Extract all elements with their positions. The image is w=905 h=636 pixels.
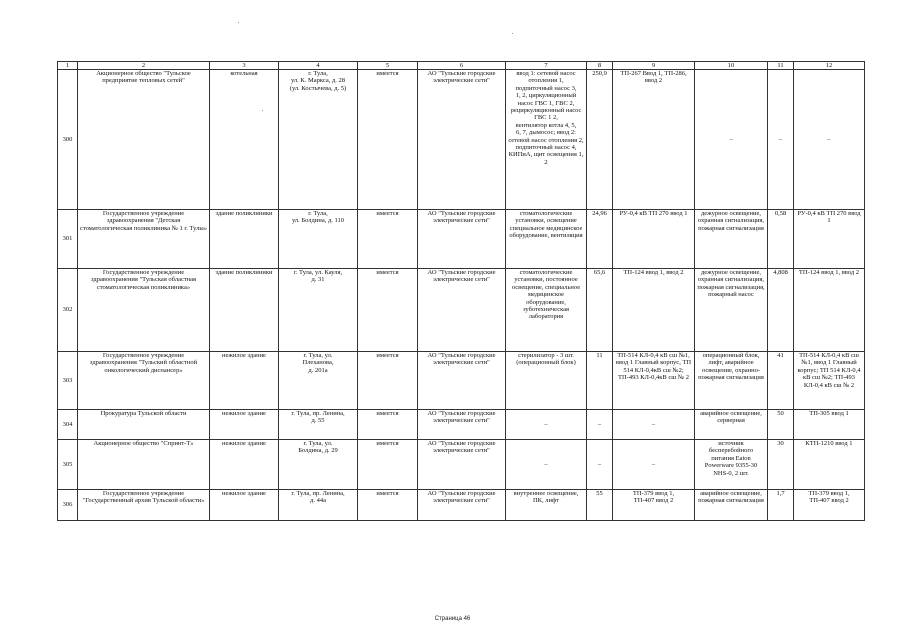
supply-point: ТП-514 КЛ-0,4 кВ сш №1, ввод 1 Главный корпус, ТП 514 КЛ-0,4кВ сш №2; ТП-493 КЛ-0,4кВ сш № 2 [613, 352, 695, 410]
backup-power: – [768, 70, 794, 210]
backup-power: 0,58 [768, 210, 794, 269]
table-row [58, 210, 865, 269]
power-value: 55 [587, 490, 613, 521]
backup-consumers: дежурное освещение, охранная сигнализация, пожарная сигнализация [695, 210, 768, 269]
column-number: 5 [358, 62, 418, 70]
backup-power: 4,808 [768, 269, 794, 352]
row-number: 305 [58, 440, 78, 490]
scan-speck [238, 22, 239, 23]
row-number: 304 [58, 410, 78, 440]
organization-name: Акционерное общество "Тульское предприятие тепловых сетей" [78, 70, 210, 210]
power-value: – [587, 410, 613, 440]
availability: имеется [358, 410, 418, 440]
power-value: 11 [587, 352, 613, 410]
organization-name: Государственное учреждение здравоохранения "Детская стоматологическая поликлиника № 1 г. Тулы» [78, 210, 210, 269]
row-number: 306 [58, 490, 78, 521]
availability: имеется [358, 352, 418, 410]
address: г. Тула, пр. Ленина, д. 44а [279, 490, 358, 521]
backup-supply-point: ТП-514 КЛ-0,4 кВ сш №1, ввод 1 Главный корпус; ТП 514 КЛ-0,4 кВ сш №2; ТП-493 КЛ-0,4 кВ сш № 2 [794, 352, 865, 410]
object-type: нежилое здание [210, 410, 279, 440]
supply-point: – [613, 440, 695, 490]
backup-supply-point: ТП-305 ввод 1 [794, 410, 865, 440]
organization-name: Прокуратура Тульской области [78, 410, 210, 440]
backup-power: 30 [768, 440, 794, 490]
backup-supply-point: ТП-379 ввод 1, ТП-407 ввод 2 [794, 490, 865, 521]
address: г. Тула, ул. Кауля, д. 31 [279, 269, 358, 352]
supply-point: – [613, 410, 695, 440]
object-type: здание поликлиники [210, 269, 279, 352]
column-number: 7 [506, 62, 587, 70]
column-number: 4 [279, 62, 358, 70]
backup-power: 1,7 [768, 490, 794, 521]
column-number: 11 [768, 62, 794, 70]
row-number: 303 [58, 352, 78, 410]
column-number: 12 [794, 62, 865, 70]
table-row [58, 70, 865, 210]
backup-consumers: операционный блок, лифт, аварийное освещение, охранно-пожарная сигнализация [695, 352, 768, 410]
object-type: здание поликлиники [210, 210, 279, 269]
consumers: – [506, 440, 587, 490]
address: г. Тула, пр. Ленина, д. 55 [279, 410, 358, 440]
object-type: нежилое здание [210, 490, 279, 521]
availability: имеется [358, 269, 418, 352]
power-value: 250,9 [587, 70, 613, 210]
address: г. Тула, ул. Болдина, д. 29 [279, 440, 358, 490]
column-number: 8 [587, 62, 613, 70]
backup-supply-point: КТП-1210 ввод 1 [794, 440, 865, 490]
backup-supply-point: ТП-124 ввод 1, ввод 2 [794, 269, 865, 352]
column-number: 2 [78, 62, 210, 70]
supply-point: ТП-267 Ввод 1, ТП-286, ввод 2 [613, 70, 695, 210]
power-value: – [587, 440, 613, 490]
consumers: стоматологические установки, освещение специальное медицинское оборудование, вентиляция [506, 210, 587, 269]
backup-consumers: аварийное освещение, серверная [695, 410, 768, 440]
object-type: нежилое здание [210, 352, 279, 410]
availability: имеется [358, 210, 418, 269]
backup-consumers: дежурное освещение, охранная сигнализация, пожарная сигнализация, пожарный насос [695, 269, 768, 352]
consumers: внутреннее освещение, ПК, лифт [506, 490, 587, 521]
backup-supply-point: – [794, 70, 865, 210]
column-number-row [58, 62, 865, 70]
organization-name: Государственное учреждение "Государственный архив Тульской области» [78, 490, 210, 521]
consumers: стоматологические установки, постоянное освещение, специальное медицинское оборудование, зуботехническая лаборатория [506, 269, 587, 352]
backup-consumers: – [695, 70, 768, 210]
table-row [58, 490, 865, 521]
consumers: ввод 1: сетевой насос отопления 1, подпиточный насос 3, 1, 2, циркуляционный насос ГВС 1, ГВС 2, рециркуляционный насос ГВС 1 2, вентилятор котла 4, 5, 6, 7, дымосос; ввод 2: сетевой насос отопления 2, подпиточный насос 4, КИПиА, щит освещения 1, 2 [506, 70, 587, 210]
row-number: 302 [58, 269, 78, 352]
scan-speck [512, 33, 513, 34]
availability: имеется [358, 70, 418, 210]
organization-name: Акционерное общество "Спринт-Т» [78, 440, 210, 490]
organization-name: Государственное учреждение здравоохранения "Тульский областной онкологический диспансер» [78, 352, 210, 410]
backup-consumers: аварийное освещение, пожарная сигнализация [695, 490, 768, 521]
grid-organization: АО "Тульские городские электрические сети" [418, 269, 506, 352]
grid-organization: АО "Тульские городские электрические сети" [418, 210, 506, 269]
power-value: 24,96 [587, 210, 613, 269]
row-number: 300 [58, 70, 78, 210]
backup-supply-point: РУ-0,4 кВ ТП 270 ввод 1 [794, 210, 865, 269]
object-type: котельная [210, 70, 279, 210]
address: г. Тула, ул. Плеханова, д. 201а [279, 352, 358, 410]
address: г. Тула, ул. Болдина, д. 110 [279, 210, 358, 269]
facilities-table [57, 61, 865, 521]
backup-consumers: источник бесперебойного питания Eaton Powerware 9355-30 NHS-0, 2 шт. [695, 440, 768, 490]
supply-point: РУ-0,4 кВ ТП 270 ввод 1 [613, 210, 695, 269]
address: г. Тула, ул. К. Маркса, д. 28 (ул. Костычева, д. 5) [279, 70, 358, 210]
grid-organization: АО "Тульские городские электрические сети" [418, 352, 506, 410]
supply-point: ТП-379 ввод 1, ТП-407 ввод 2 [613, 490, 695, 521]
backup-power: 41 [768, 352, 794, 410]
grid-organization: АО "Тульские городские электрические сети" [418, 70, 506, 210]
column-number: 9 [613, 62, 695, 70]
organization-name: Государственное учреждение здравоохранения "Тульская областная стоматологическая поликлиника» [78, 269, 210, 352]
column-number: 3 [210, 62, 279, 70]
consumers: – [506, 410, 587, 440]
table-row [58, 410, 865, 440]
object-type: нежилое здание [210, 440, 279, 490]
backup-power: 50 [768, 410, 794, 440]
table-row [58, 352, 865, 410]
column-number: 1 [58, 62, 78, 70]
page-footer: Страница 46 [434, 616, 471, 622]
availability: имеется [358, 490, 418, 521]
grid-organization: АО "Тульские городские электрические сети" [418, 440, 506, 490]
consumers: стерилизатор - 3 шт. (операционный блок) [506, 352, 587, 410]
availability: имеется [358, 440, 418, 490]
supply-point: ТП-124 ввод 1, ввод 2 [613, 269, 695, 352]
column-number: 6 [418, 62, 506, 70]
column-number: 10 [695, 62, 768, 70]
table-row [58, 269, 865, 352]
grid-organization: АО "Тульские городские электрические сети" [418, 410, 506, 440]
table-row [58, 440, 865, 490]
power-value: 65,6 [587, 269, 613, 352]
row-number: 301 [58, 210, 78, 269]
grid-organization: АО "Тульские городские электрические сети" [418, 490, 506, 521]
